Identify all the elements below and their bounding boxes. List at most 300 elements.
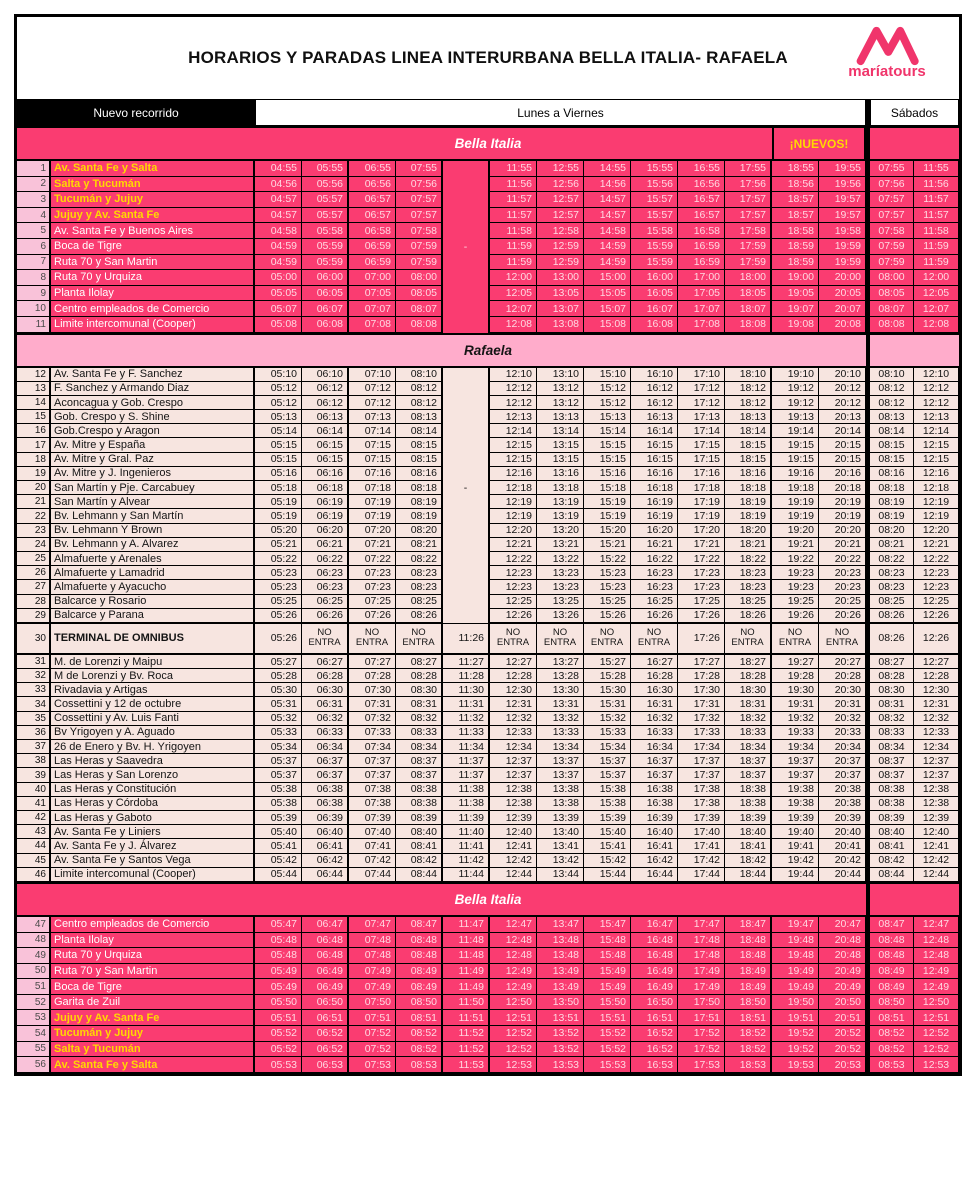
time-cell: 06:26	[302, 609, 349, 623]
time-cell: 08:38	[396, 783, 443, 797]
time-cell: 07:23	[349, 566, 396, 580]
time-cell: 12:57	[537, 208, 584, 224]
time-cell: 16:07	[631, 301, 678, 317]
stop-number-cell: 29	[17, 609, 51, 623]
time-cell: 12:13	[490, 410, 537, 424]
time-cell: 08:28	[396, 669, 443, 683]
time-cell: 08:27	[396, 655, 443, 669]
stop-row-56	[17, 1057, 959, 1073]
time-cell: 20:21	[819, 538, 866, 552]
stop-number-cell: 47	[17, 917, 51, 933]
brand-name: maríatours	[848, 63, 926, 80]
time-cell: 15:26	[584, 609, 631, 623]
time-cell: 15:56	[631, 177, 678, 193]
stop-number-cell: 40	[17, 783, 51, 797]
time-cell: 08:53	[396, 1057, 443, 1073]
stop-number-cell: 12	[17, 368, 51, 382]
time-cell: 08:27	[870, 655, 914, 669]
time-cell: 08:19	[870, 509, 914, 523]
time-cell: 16:21	[631, 538, 678, 552]
time-cell: 15:48	[584, 933, 631, 949]
time-cell: 08:21	[870, 538, 914, 552]
time-cell: 05:23	[255, 580, 302, 594]
time-cell: 19:58	[819, 223, 866, 239]
time-cell: 12:49	[490, 979, 537, 995]
time-cell: 08:40	[396, 825, 443, 839]
time-cell: NO ENTRA	[490, 624, 537, 654]
stop-row-35	[17, 712, 959, 726]
time-cell: 19:48	[772, 948, 819, 964]
stop-row-7	[17, 255, 959, 271]
time-cell: 17:28	[678, 669, 725, 683]
stop-row-26	[17, 566, 959, 580]
stop-number-cell: 53	[17, 1010, 51, 1026]
time-cell: 13:40	[537, 825, 584, 839]
time-cell	[443, 467, 490, 481]
time-cell: 06:50	[302, 995, 349, 1011]
time-cell: 07:14	[349, 424, 396, 438]
time-cell: 12:49	[490, 964, 537, 980]
stop-row-1	[17, 161, 959, 177]
stop-name-cell: Almafuerte y Lamadrid	[51, 566, 255, 580]
saturdays-label: Sábados	[870, 99, 959, 126]
time-cell	[443, 580, 490, 594]
time-cell: 05:55	[302, 161, 349, 177]
time-cell: 19:26	[772, 609, 819, 623]
time-cell: 16:59	[678, 239, 725, 255]
time-cell: 05:12	[255, 396, 302, 410]
time-cell: 15:52	[584, 1026, 631, 1042]
stop-number-cell: 33	[17, 683, 51, 697]
stop-number-cell: 3	[17, 192, 51, 208]
time-cell: 06:25	[302, 595, 349, 609]
time-cell: 18:53	[725, 1057, 772, 1073]
time-cell: 18:16	[725, 467, 772, 481]
stop-row-20	[17, 481, 959, 495]
time-cell: 07:07	[349, 301, 396, 317]
time-cell: 17:57	[725, 192, 772, 208]
time-cell: 08:25	[396, 595, 443, 609]
time-cell: 12:48	[490, 933, 537, 949]
time-cell: 20:25	[819, 595, 866, 609]
time-cell: 07:34	[349, 740, 396, 754]
time-cell: 12:07	[490, 301, 537, 317]
time-cell	[443, 424, 490, 438]
time-cell: 05:51	[255, 1010, 302, 1026]
time-cell: 16:16	[631, 467, 678, 481]
time-cell: 07:00	[349, 270, 396, 286]
time-cell: 13:51	[537, 1010, 584, 1026]
stop-number-cell: 14	[17, 396, 51, 410]
time-cell: 19:30	[772, 683, 819, 697]
stop-row-47	[17, 917, 959, 933]
time-cell: 12:27	[914, 655, 959, 669]
time-cell: 15:48	[584, 948, 631, 964]
time-cell: 20:49	[819, 979, 866, 995]
time-cell: 08:26	[396, 609, 443, 623]
time-cell: 08:18	[870, 481, 914, 495]
time-cell: 17:32	[678, 712, 725, 726]
stop-name-cell: Ruta 70 y Urquiza	[51, 270, 255, 286]
time-cell: 11:37	[443, 754, 490, 768]
time-cell: 16:15	[631, 453, 678, 467]
time-cell: 11:49	[443, 964, 490, 980]
time-cell: 19:51	[772, 1010, 819, 1026]
time-cell: 05:19	[255, 509, 302, 523]
time-cell: 17:48	[678, 948, 725, 964]
time-cell: 11:48	[443, 933, 490, 949]
time-cell: 07:23	[349, 580, 396, 594]
time-cell: 12:40	[914, 825, 959, 839]
time-cell: 05:48	[255, 948, 302, 964]
time-cell: 13:19	[537, 495, 584, 509]
time-cell: 05:49	[255, 979, 302, 995]
time-cell: 06:53	[302, 1057, 349, 1073]
time-cell: NO ENTRA	[819, 624, 866, 654]
time-cell: 05:53	[255, 1057, 302, 1073]
time-cell: 16:33	[631, 726, 678, 740]
time-cell: 19:38	[772, 797, 819, 811]
time-cell	[443, 192, 490, 208]
time-cell: 12:38	[490, 783, 537, 797]
time-cell: 17:39	[678, 811, 725, 825]
time-cell: 06:00	[302, 270, 349, 286]
time-cell: 05:47	[255, 917, 302, 933]
time-cell: 08:00	[396, 270, 443, 286]
stop-name-cell: M de Lorenzi y Bv. Roca	[51, 669, 255, 683]
time-cell: 06:19	[302, 495, 349, 509]
time-cell: 11:58	[490, 223, 537, 239]
time-cell: 19:42	[772, 854, 819, 868]
time-cell: 13:12	[537, 396, 584, 410]
stop-row-48	[17, 933, 959, 949]
time-cell: 12:49	[914, 964, 959, 980]
time-cell: 12:52	[914, 1042, 959, 1058]
time-cell: 12:40	[490, 825, 537, 839]
stop-row-4	[17, 208, 959, 224]
time-cell: 15:57	[631, 208, 678, 224]
time-cell: 05:57	[302, 192, 349, 208]
time-cell: 12:57	[537, 192, 584, 208]
time-cell: 17:26	[678, 609, 725, 623]
time-cell: 17:58	[725, 223, 772, 239]
time-cell: 11:52	[443, 1042, 490, 1058]
time-cell: 08:48	[870, 948, 914, 964]
time-cell: 08:31	[870, 697, 914, 711]
time-cell: 06:12	[302, 382, 349, 396]
time-cell: 12:30	[490, 683, 537, 697]
time-cell: 15:13	[584, 410, 631, 424]
time-cell: 12:19	[490, 495, 537, 509]
time-cell: 06:57	[349, 192, 396, 208]
time-cell: 13:05	[537, 286, 584, 302]
time-cell: 13:21	[537, 538, 584, 552]
time-cell: 05:18	[255, 481, 302, 495]
time-cell: 20:37	[819, 768, 866, 782]
weekdays-label: Lunes a Viernes	[255, 99, 866, 126]
stop-row-25	[17, 552, 959, 566]
time-cell: 07:59	[396, 239, 443, 255]
stop-row-39	[17, 768, 959, 782]
time-cell: 18:49	[725, 979, 772, 995]
time-cell: 13:22	[537, 552, 584, 566]
time-cell: 12:18	[914, 481, 959, 495]
time-cell: 19:32	[772, 712, 819, 726]
time-cell: 12:12	[490, 396, 537, 410]
time-cell: 18:59	[772, 239, 819, 255]
time-cell: 15:49	[584, 964, 631, 980]
time-cell: 19:20	[772, 524, 819, 538]
time-cell: 13:12	[537, 382, 584, 396]
time-cell: 08:15	[396, 438, 443, 452]
time-cell: 08:19	[396, 509, 443, 523]
time-cell: 06:31	[302, 697, 349, 711]
timetable-body	[17, 126, 959, 1073]
time-cell: 18:22	[725, 552, 772, 566]
time-cell: 12:48	[490, 948, 537, 964]
time-cell: 06:27	[302, 655, 349, 669]
time-cell: 12:53	[914, 1057, 959, 1073]
time-cell: 13:47	[537, 917, 584, 933]
time-cell: 16:56	[678, 177, 725, 193]
time-cell: 18:38	[725, 783, 772, 797]
time-cell: 20:48	[819, 933, 866, 949]
time-cell: 07:57	[870, 192, 914, 208]
time-cell: 19:59	[819, 255, 866, 271]
time-cell: 05:59	[302, 255, 349, 271]
time-cell: 17:57	[725, 208, 772, 224]
section-label: Bella Italia	[454, 891, 522, 907]
time-cell: 06:23	[302, 566, 349, 580]
stop-name-cell: Limite intercomunal (Cooper)	[51, 868, 255, 882]
time-cell: 05:08	[255, 317, 302, 333]
time-cell: NO ENTRA	[584, 624, 631, 654]
time-cell: 16:59	[678, 255, 725, 271]
time-cell: NO ENTRA	[772, 624, 819, 654]
time-cell: 05:56	[302, 177, 349, 193]
time-cell: 11:59	[490, 239, 537, 255]
time-cell: 06:44	[302, 868, 349, 882]
time-cell	[443, 396, 490, 410]
stop-number-cell: 27	[17, 580, 51, 594]
time-cell: 19:39	[772, 811, 819, 825]
time-cell: 20:23	[819, 566, 866, 580]
time-cell: 16:42	[631, 854, 678, 868]
time-cell: 13:33	[537, 726, 584, 740]
time-cell: 12:12	[490, 382, 537, 396]
time-cell: 08:38	[396, 797, 443, 811]
stop-name-cell: Limite intercomunal (Cooper)	[51, 317, 255, 333]
stop-number-cell: 42	[17, 811, 51, 825]
time-cell: 20:48	[819, 948, 866, 964]
time-cell: 13:48	[537, 933, 584, 949]
time-cell: 06:30	[302, 683, 349, 697]
time-cell: 07:55	[870, 161, 914, 177]
stop-number-cell: 34	[17, 697, 51, 711]
time-cell: 18:48	[725, 948, 772, 964]
time-cell: 07:39	[349, 811, 396, 825]
time-cell: 19:16	[772, 467, 819, 481]
time-cell: 12:05	[490, 286, 537, 302]
time-cell: 15:58	[631, 223, 678, 239]
time-cell: 15:42	[584, 854, 631, 868]
time-cell: 13:48	[537, 948, 584, 964]
time-cell: 12:10	[914, 368, 959, 382]
time-cell: 11:59	[914, 239, 959, 255]
time-cell: 13:15	[537, 453, 584, 467]
stop-number-cell: 7	[17, 255, 51, 271]
time-cell: 12:38	[914, 797, 959, 811]
time-cell: 12:50	[914, 995, 959, 1011]
time-cell: 12:37	[490, 768, 537, 782]
stop-name-cell: Almafuerte y Arenales	[51, 552, 255, 566]
time-cell: 04:59	[255, 239, 302, 255]
time-cell: 14:57	[584, 208, 631, 224]
time-cell: 11:34	[443, 740, 490, 754]
time-cell: 18:34	[725, 740, 772, 754]
time-cell: 12:32	[914, 712, 959, 726]
time-cell: 15:37	[584, 754, 631, 768]
time-cell: 17:07	[678, 301, 725, 317]
stop-name-cell: Centro empleados de Comercio	[51, 917, 255, 933]
time-cell: 15:59	[631, 239, 678, 255]
time-cell: 13:32	[537, 712, 584, 726]
time-cell: 19:31	[772, 697, 819, 711]
time-cell: 12:59	[537, 255, 584, 271]
time-cell: 12:47	[490, 917, 537, 933]
time-cell: 07:33	[349, 726, 396, 740]
time-cell: 15:05	[584, 286, 631, 302]
time-cell: 11:37	[443, 768, 490, 782]
time-cell	[443, 161, 490, 177]
time-cell: 04:57	[255, 192, 302, 208]
time-cell: 11:31	[443, 697, 490, 711]
time-cell: 19:56	[819, 177, 866, 193]
stop-name-cell: Cossettini y 12 de octubre	[51, 697, 255, 711]
time-cell: 20:52	[819, 1026, 866, 1042]
time-cell: 17:42	[678, 854, 725, 868]
time-cell: 19:18	[772, 481, 819, 495]
time-cell: 05:59	[302, 239, 349, 255]
time-cell: 20:53	[819, 1057, 866, 1073]
time-cell: 12:19	[490, 509, 537, 523]
time-cell: 12:39	[914, 811, 959, 825]
time-cell: 16:32	[631, 712, 678, 726]
time-cell: 18:07	[725, 301, 772, 317]
time-cell: 12:49	[914, 979, 959, 995]
time-cell: 07:19	[349, 495, 396, 509]
time-cell: 05:30	[255, 683, 302, 697]
section-band	[17, 333, 959, 368]
stop-name-cell: Salta y Tucumán	[51, 1042, 255, 1058]
time-cell: 08:47	[396, 917, 443, 933]
time-cell: 05:40	[255, 825, 302, 839]
time-cell: 20:00	[819, 270, 866, 286]
time-cell: 19:59	[819, 239, 866, 255]
time-cell: 13:31	[537, 697, 584, 711]
time-cell: 12:52	[490, 1026, 537, 1042]
time-cell: 06:57	[349, 208, 396, 224]
stop-number-cell: 46	[17, 868, 51, 882]
time-cell: 12:47	[914, 917, 959, 933]
stop-row-54	[17, 1026, 959, 1042]
time-cell: 18:19	[725, 495, 772, 509]
time-cell: 12:37	[914, 754, 959, 768]
time-cell: 08:19	[870, 495, 914, 509]
time-cell: 17:13	[678, 410, 725, 424]
time-cell: 20:41	[819, 839, 866, 853]
time-cell: 19:38	[772, 783, 819, 797]
time-cell: 13:07	[537, 301, 584, 317]
time-cell	[443, 495, 490, 509]
time-cell: 16:31	[631, 697, 678, 711]
time-cell: 05:19	[255, 495, 302, 509]
stop-number-cell: 18	[17, 453, 51, 467]
time-cell: 12:14	[914, 424, 959, 438]
time-cell: 05:26	[255, 624, 302, 654]
time-cell: 06:13	[302, 410, 349, 424]
time-cell	[443, 509, 490, 523]
time-cell: 07:21	[349, 538, 396, 552]
time-cell: 15:38	[584, 783, 631, 797]
time-cell: 19:50	[772, 995, 819, 1011]
stop-row-5	[17, 223, 959, 239]
time-cell: 08:44	[870, 868, 914, 882]
time-cell: 11:57	[490, 192, 537, 208]
time-cell: 19:23	[772, 580, 819, 594]
time-cell: NO ENTRA	[725, 624, 772, 654]
time-cell: 20:34	[819, 740, 866, 754]
stop-number-cell: 15	[17, 410, 51, 424]
time-cell: 05:15	[255, 438, 302, 452]
stop-row-40	[17, 783, 959, 797]
time-cell: 08:52	[870, 1026, 914, 1042]
stop-name-cell: Tucumán y Jujuy	[51, 1026, 255, 1042]
time-cell: 15:57	[631, 192, 678, 208]
stop-name-cell: Bv Yrigoyen y A. Aguado	[51, 726, 255, 740]
time-cell: 16:50	[631, 995, 678, 1011]
time-cell: 12:18	[490, 481, 537, 495]
time-cell: 13:27	[537, 655, 584, 669]
time-cell	[443, 453, 490, 467]
time-cell: 12:33	[490, 726, 537, 740]
brand-logo	[829, 22, 945, 80]
stop-row-45	[17, 854, 959, 868]
time-cell: 12:21	[914, 538, 959, 552]
time-cell: 13:38	[537, 783, 584, 797]
time-cell: 06:39	[302, 811, 349, 825]
time-cell: 07:42	[349, 854, 396, 868]
title-bar	[17, 17, 959, 99]
time-cell: 11:56	[914, 177, 959, 193]
time-cell: 14:56	[584, 177, 631, 193]
time-cell: 20:52	[819, 1042, 866, 1058]
time-cell: 12:31	[914, 697, 959, 711]
time-cell: 06:52	[302, 1042, 349, 1058]
time-cell: 17:52	[678, 1026, 725, 1042]
time-cell: 18:18	[725, 481, 772, 495]
stop-row-12	[17, 368, 959, 382]
time-cell: 17:30	[678, 683, 725, 697]
time-cell: 15:14	[584, 424, 631, 438]
time-cell: 05:10	[255, 368, 302, 382]
saturday-divider	[866, 884, 870, 915]
time-cell: 04:56	[255, 177, 302, 193]
time-cell: 08:40	[870, 825, 914, 839]
time-cell: 17:59	[725, 239, 772, 255]
stop-row-32	[17, 669, 959, 683]
time-cell: 18:44	[725, 868, 772, 882]
